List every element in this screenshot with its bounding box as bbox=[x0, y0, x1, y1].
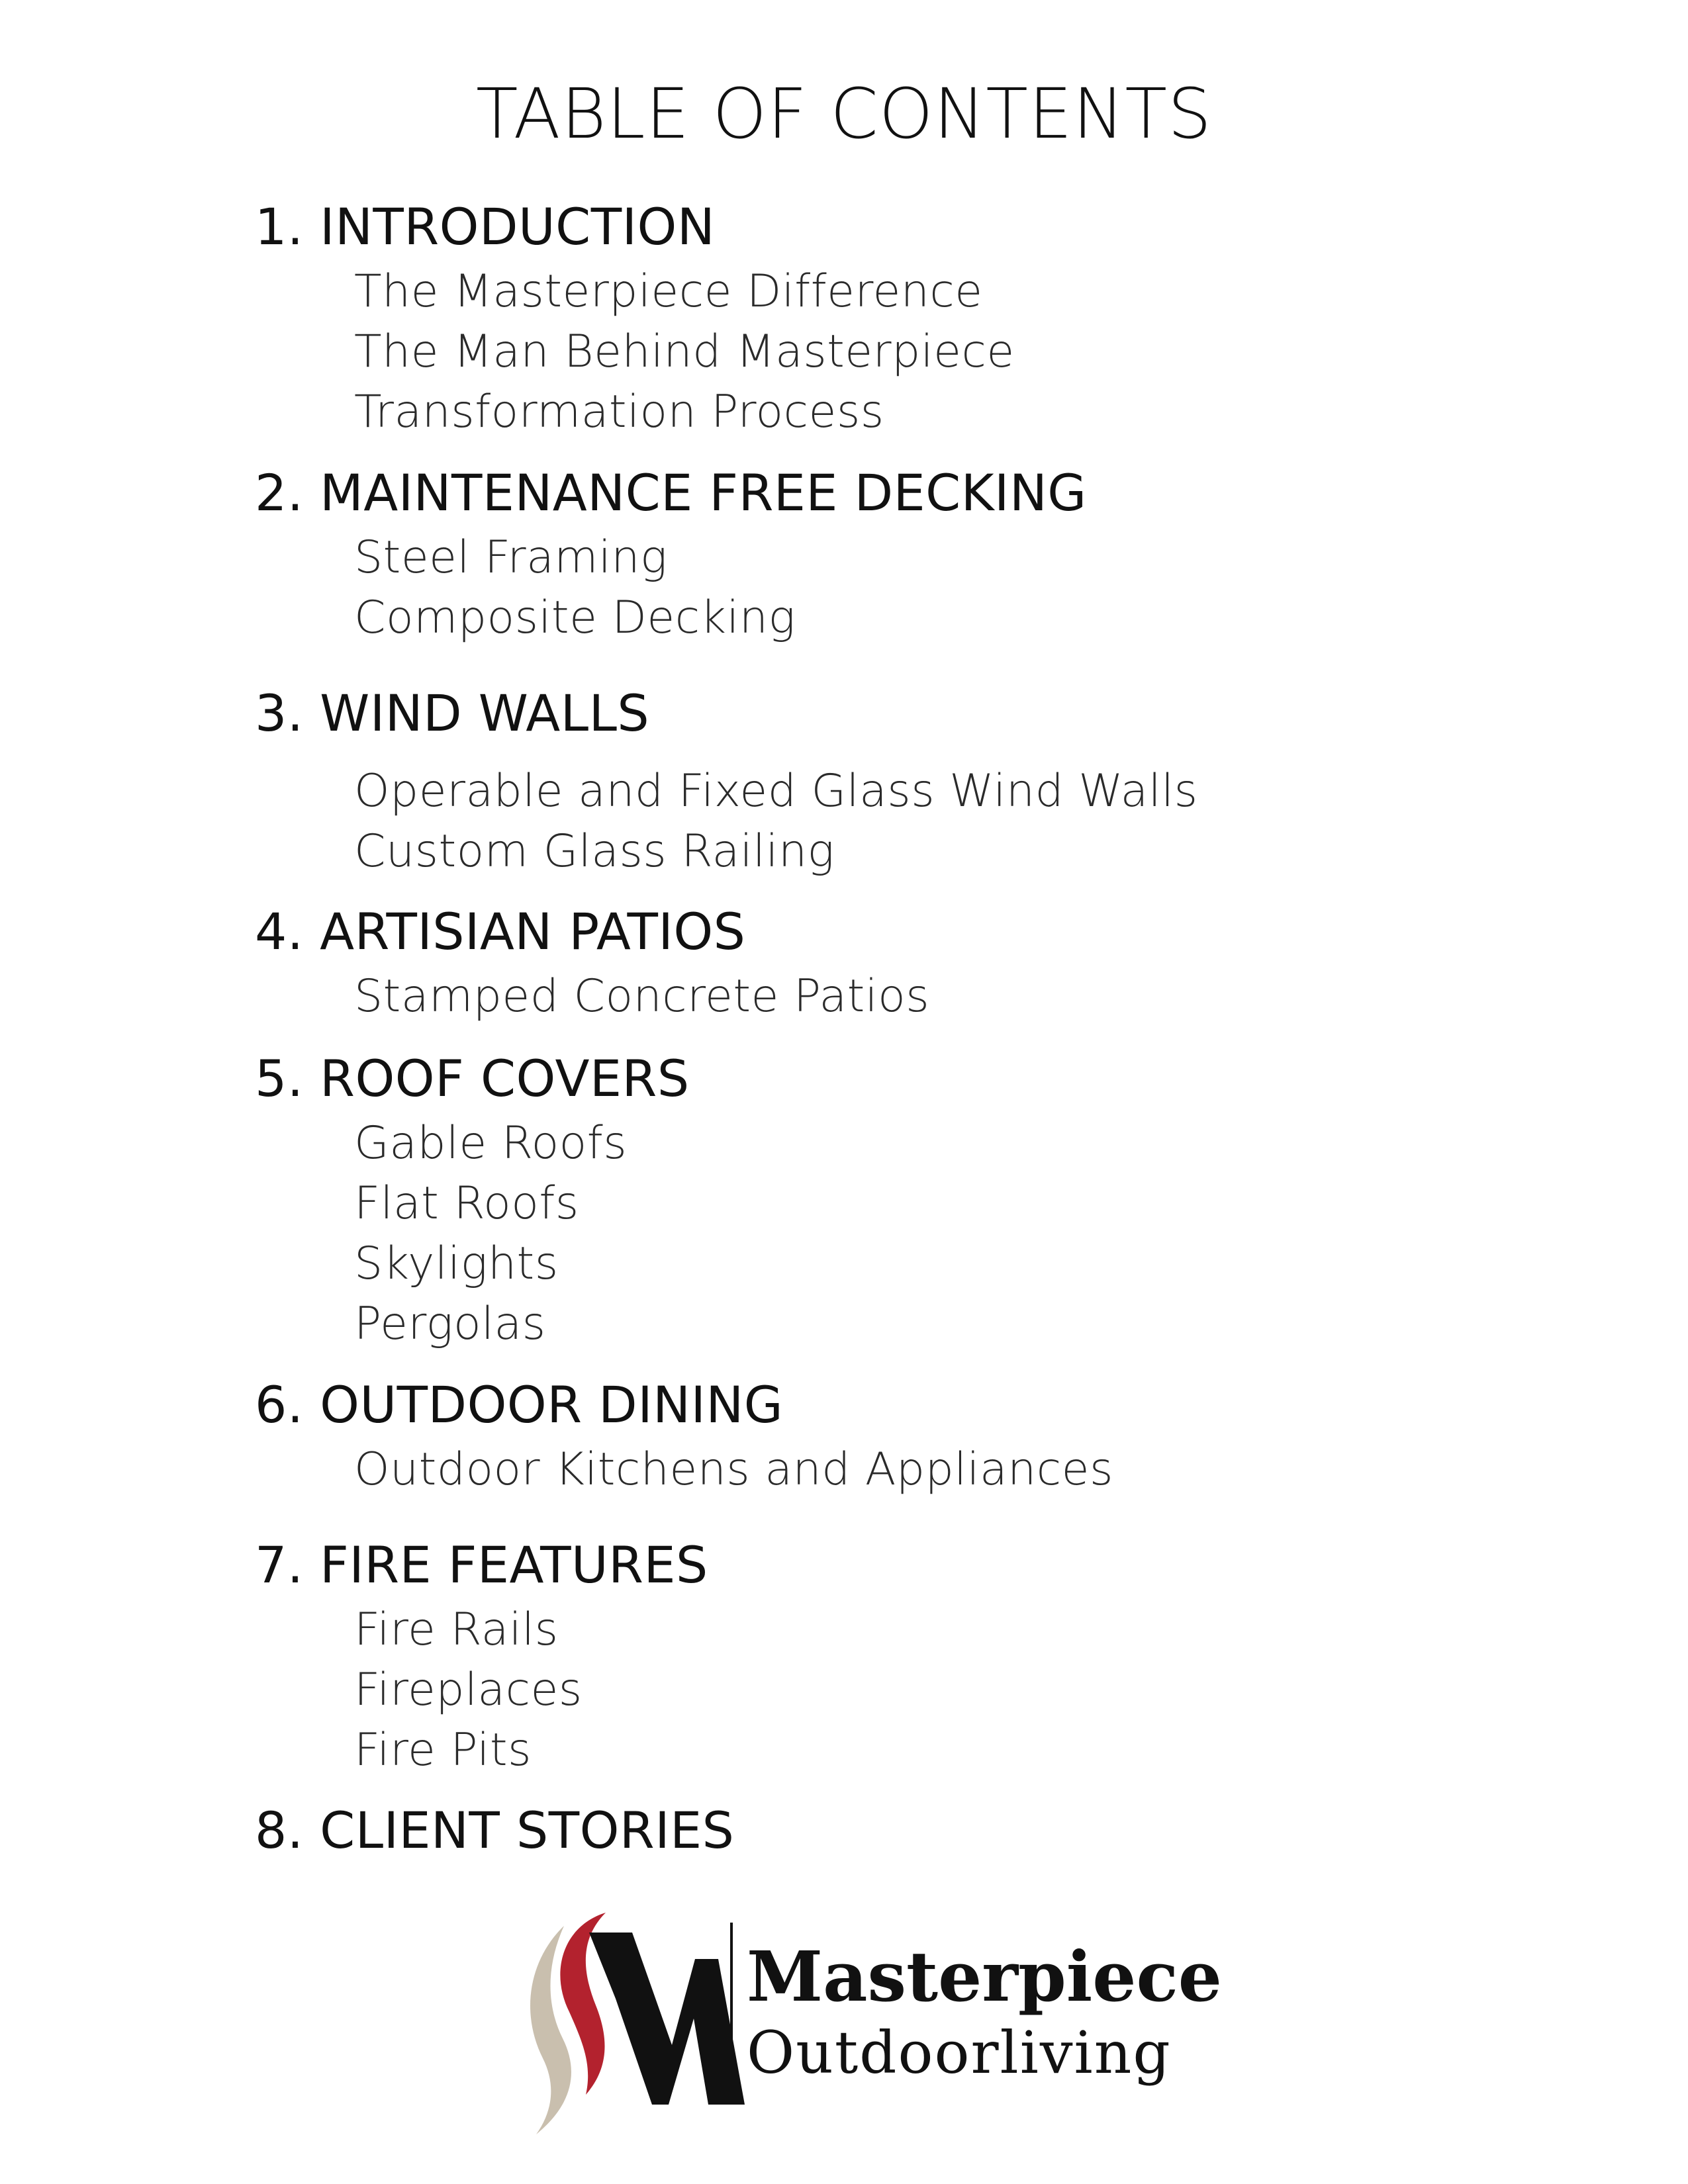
toc-section-wind-walls bbox=[255, 684, 1198, 882]
subsection-list bbox=[255, 966, 929, 1026]
subsection-list bbox=[255, 261, 1015, 442]
toc-section-client-stories bbox=[255, 1801, 735, 1865]
section-heading[interactable]: 8. CLIENT STORIES bbox=[255, 1801, 735, 1860]
brand-name: Masterpiece bbox=[747, 1936, 1222, 2017]
subsection-item[interactable]: Fireplaces bbox=[354, 1664, 583, 1716]
section-heading[interactable]: 7. FIRE FEATURES bbox=[255, 1535, 708, 1594]
subsection-item[interactable]: Composite Decking bbox=[354, 592, 796, 644]
subsection-list bbox=[255, 761, 1198, 882]
toc-section-patios bbox=[255, 902, 930, 1026]
brand-tagline: Outdoorliving bbox=[747, 2019, 1172, 2087]
subsection-item[interactable]: Gable Roofs bbox=[354, 1117, 628, 1169]
subsection-item[interactable]: Stamped Concrete Patios bbox=[354, 970, 930, 1023]
section-heading[interactable]: 1. INTRODUCTION bbox=[255, 197, 716, 256]
page-title: TABLE OF CONTENTS bbox=[476, 73, 1212, 154]
section-heading[interactable]: 2. MAINTENANCE FREE DECKING bbox=[255, 463, 1087, 522]
logo-divider bbox=[730, 1923, 733, 2105]
subsection-list bbox=[255, 1439, 1113, 1500]
subsection-item[interactable]: Flat Roofs bbox=[354, 1177, 579, 1230]
subsection-item[interactable]: The Masterpiece Difference bbox=[354, 265, 983, 318]
subsection-item[interactable]: Steel Framing bbox=[354, 531, 668, 584]
subsection-item[interactable]: Transformation Process bbox=[354, 386, 884, 438]
subsection-item[interactable]: Fire Pits bbox=[354, 1724, 532, 1776]
toc-section-outdoor-dining bbox=[255, 1375, 1113, 1500]
subsection-item[interactable]: Skylights bbox=[354, 1238, 559, 1290]
section-heading[interactable]: 3. WIND WALLS bbox=[255, 684, 650, 743]
toc-section-introduction bbox=[255, 197, 1015, 442]
subsection-list bbox=[255, 1113, 690, 1354]
toc-section-decking bbox=[255, 463, 1087, 648]
subsection-item[interactable]: Pergolas bbox=[354, 1298, 546, 1350]
toc-section-fire-features bbox=[255, 1535, 708, 1780]
section-heading[interactable]: 4. ARTISIAN PATIOS bbox=[255, 902, 746, 961]
subsection-item[interactable]: Outdoor Kitchens and Appliances bbox=[354, 1443, 1113, 1496]
subsection-item[interactable]: The Man Behind Masterpiece bbox=[354, 326, 1015, 378]
subsection-list bbox=[255, 1600, 708, 1780]
toc-section-roof-covers bbox=[255, 1049, 690, 1354]
subsection-item[interactable]: Fire Rails bbox=[354, 1604, 559, 1656]
subsection-item[interactable]: Custom Glass Railing bbox=[354, 825, 835, 878]
section-heading[interactable]: 5. ROOF COVERS bbox=[255, 1049, 690, 1108]
section-heading[interactable]: 6. OUTDOOR DINING bbox=[255, 1375, 784, 1434]
subsection-item[interactable]: Operable and Fixed Glass Wind Walls bbox=[354, 765, 1198, 817]
logo-black-m bbox=[589, 1933, 745, 2105]
subsection-list bbox=[255, 527, 1087, 648]
